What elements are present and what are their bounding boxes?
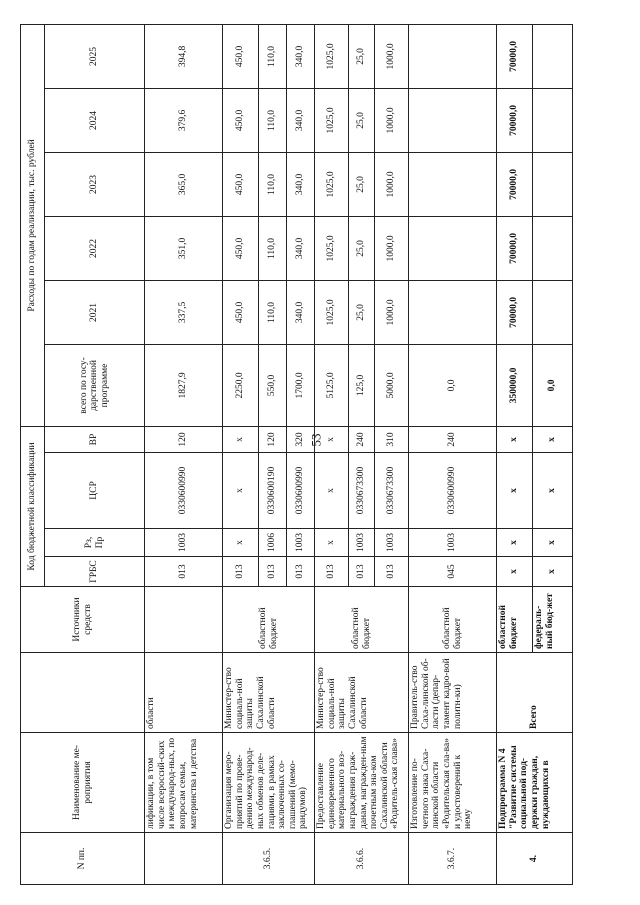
cell-vr: x: [223, 426, 259, 452]
header-vr: ВР: [45, 426, 145, 452]
cell-total: 550,0: [259, 344, 287, 426]
cell-2024: 25,0: [349, 88, 375, 152]
cell-2023: 450,0: [223, 152, 259, 216]
page-number: 53: [308, 433, 324, 447]
header-year-2023: 2023: [45, 152, 145, 216]
cell-grbs: x: [497, 557, 533, 587]
header-year-2022: 2022: [45, 216, 145, 280]
cell-source: областной бюджет: [223, 587, 315, 653]
header-row-1: [21, 24, 45, 884]
cell-n: [145, 833, 223, 885]
header-n: N пп.: [21, 833, 145, 885]
rotated-table-wrapper: [20, 25, 630, 885]
cell-executor: области: [145, 653, 223, 733]
cell-2024: [533, 88, 573, 152]
cell-2021: 337,5: [145, 280, 223, 344]
cell-total: 1827,9: [145, 344, 223, 426]
cell-2023: 70000,0: [497, 152, 533, 216]
cell-total: 0,0: [409, 344, 497, 426]
cell-total: 5125,0: [315, 344, 349, 426]
cell-source: областной бюджет: [497, 587, 533, 653]
cell-vr: x: [533, 426, 573, 452]
cell-n: 3.6.7.: [409, 833, 497, 885]
cell-name: Предоставление единовременного материального воз-награждения граж-данам, награжден-ным почетным зна-ком Сахалинской области «Родитель-ская слава»: [315, 733, 409, 833]
cell-rzpr: 1003: [409, 529, 497, 557]
cell-2024: 379,6: [145, 88, 223, 152]
cell-2022: 351,0: [145, 216, 223, 280]
cell-vr: 120: [145, 426, 223, 452]
cell-2023: [409, 152, 497, 216]
cell-2022: 70000,0: [497, 216, 533, 280]
cell-2021: [409, 280, 497, 344]
cell-rzpr: 1003: [145, 529, 223, 557]
cell-2021: 70000,0: [497, 280, 533, 344]
cell-rzpr: x: [315, 529, 349, 557]
cell-vr: 120: [259, 426, 287, 452]
cell-grbs: 045: [409, 557, 497, 587]
header-year-2025: 2025: [45, 24, 145, 88]
cell-name: Организация меро-приятий по прове-дению международ-ных обменов деле-гациями, в рамках заключенных со-глашений (мемо-рандумов): [223, 733, 315, 833]
cell-grbs: 013: [315, 557, 349, 587]
cell-grbs: x: [533, 557, 573, 587]
cell-total: 350000,0: [497, 344, 533, 426]
cell-grbs: 013: [349, 557, 375, 587]
cell-2023: 110,0: [259, 152, 287, 216]
cell-vr: 320: [287, 426, 315, 452]
cell-rzpr: 1006: [259, 529, 287, 557]
header-csr: ЦСР: [45, 453, 145, 529]
cell-csr: x: [533, 453, 573, 529]
cell-rzpr: x: [223, 529, 259, 557]
header-total: всего по госу-дарственной программе: [45, 344, 145, 426]
cell-2023: 365,0: [145, 152, 223, 216]
cell-source: [145, 587, 223, 653]
cell-2023: 25,0: [349, 152, 375, 216]
cell-2021: 1000,0: [375, 280, 409, 344]
cell-rzpr: 1003: [349, 529, 375, 557]
cell-2025: 450,0: [223, 24, 259, 88]
cell-total: 1700,0: [287, 344, 315, 426]
cell-n: 3.6.6.: [315, 833, 409, 885]
cell-2024: 1000,0: [375, 88, 409, 152]
cell-grbs: 013: [287, 557, 315, 587]
cell-executor: Министер-ство социаль-ной защиты Сахалинской области: [223, 653, 315, 733]
cell-2025: 1000,0: [375, 24, 409, 88]
cell-rzpr: x: [497, 529, 533, 557]
cell-source: федераль-ный бюд-жет: [533, 587, 573, 653]
cell-2023: [533, 152, 573, 216]
cell-2024: 340,0: [287, 88, 315, 152]
cell-executor: Всего: [497, 653, 573, 733]
cell-2025: 25,0: [349, 24, 375, 88]
cell-2022: 340,0: [287, 216, 315, 280]
cell-2022: 1000,0: [375, 216, 409, 280]
header-year-2024: 2024: [45, 88, 145, 152]
cell-source: областной бюджет: [409, 587, 497, 653]
header-rzpr: Рз, Пр: [45, 529, 145, 557]
cell-n: 4.: [497, 833, 573, 885]
cell-rzpr: 1003: [375, 529, 409, 557]
table-row: [145, 24, 223, 884]
cell-executor: Министер-ство социаль-ной защиты Сахалинской области: [315, 653, 409, 733]
header-year-2021: 2021: [45, 280, 145, 344]
cell-csr: 0330600990: [287, 453, 315, 529]
cell-2024: 70000,0: [497, 88, 533, 152]
cell-2025: 70000,0: [497, 24, 533, 88]
cell-2024: 450,0: [223, 88, 259, 152]
cell-2023: 340,0: [287, 152, 315, 216]
cell-total: 125,0: [349, 344, 375, 426]
cell-2022: 450,0: [223, 216, 259, 280]
cell-grbs: 013: [145, 557, 223, 587]
cell-2022: 110,0: [259, 216, 287, 280]
budget-table: [20, 24, 573, 885]
cell-csr: 0330600190: [259, 453, 287, 529]
cell-name: Изготовление по-четного знака Саха-линской области «Родительская сла-ва» и удостоверений к нему: [409, 733, 497, 833]
table-row: [223, 24, 259, 884]
cell-vr: x: [497, 426, 533, 452]
header-grbs: ГРБС: [45, 557, 145, 587]
cell-executor: Правитель-ство Саха-линской об-ласти (депар-тамент кадро-вой политн-ки): [409, 653, 497, 733]
cell-2024: 1025,0: [315, 88, 349, 152]
cell-total: 2250,0: [223, 344, 259, 426]
cell-vr: 240: [349, 426, 375, 452]
cell-grbs: 013: [259, 557, 287, 587]
cell-2021: 340,0: [287, 280, 315, 344]
cell-grbs: 013: [375, 557, 409, 587]
cell-2021: 1025,0: [315, 280, 349, 344]
cell-csr: x: [497, 453, 533, 529]
table-row: [497, 24, 533, 884]
cell-2021: 450,0: [223, 280, 259, 344]
cell-2021: 25,0: [349, 280, 375, 344]
cell-csr: 0330673300: [375, 453, 409, 529]
cell-n: 3.6.5.: [223, 833, 315, 885]
cell-name: Подпрограмма N 4 "Развитие системы социальной под-держки граждан, нуждающихся в: [497, 733, 573, 833]
cell-2025: 1025,0: [315, 24, 349, 88]
cell-2024: 110,0: [259, 88, 287, 152]
table-row: [409, 24, 497, 884]
cell-2025: 340,0: [287, 24, 315, 88]
cell-vr: x: [315, 426, 349, 452]
cell-total: 5000,0: [375, 344, 409, 426]
cell-2023: 1025,0: [315, 152, 349, 216]
cell-2021: 110,0: [259, 280, 287, 344]
header-executor: [21, 653, 145, 733]
cell-2025: 394,8: [145, 24, 223, 88]
cell-source: областной бюджет: [315, 587, 409, 653]
cell-csr: 0330600990: [409, 453, 497, 529]
cell-2024: [409, 88, 497, 152]
cell-total: 0,0: [533, 344, 573, 426]
cell-grbs: 013: [223, 557, 259, 587]
cell-2023: 1000,0: [375, 152, 409, 216]
header-expenses: Расходы по годам реализации, тыс. рублей: [21, 24, 45, 426]
cell-2022: 1025,0: [315, 216, 349, 280]
header-budget-code: Код бюджетной классификации: [21, 426, 45, 586]
header-name: Наименование ме-роприятия: [21, 733, 145, 833]
cell-csr: x: [223, 453, 259, 529]
cell-rzpr: 1003: [287, 529, 315, 557]
cell-2022: 25,0: [349, 216, 375, 280]
cell-2021: [533, 280, 573, 344]
cell-csr: 0330673300: [349, 453, 375, 529]
cell-2025: [409, 24, 497, 88]
cell-vr: 240: [409, 426, 497, 452]
cell-rzpr: x: [533, 529, 573, 557]
cell-2022: [533, 216, 573, 280]
table-row: [315, 24, 349, 884]
cell-vr: 310: [375, 426, 409, 452]
cell-2022: [409, 216, 497, 280]
cell-name: лификации, в том числе всероссий-ских и международ-ных, по вопросам семьи, материнства и детства: [145, 733, 223, 833]
cell-csr: x: [315, 453, 349, 529]
cell-2025: [533, 24, 573, 88]
cell-2025: 110,0: [259, 24, 287, 88]
cell-csr: 0330600990: [145, 453, 223, 529]
header-source: Источники средств: [21, 587, 145, 653]
